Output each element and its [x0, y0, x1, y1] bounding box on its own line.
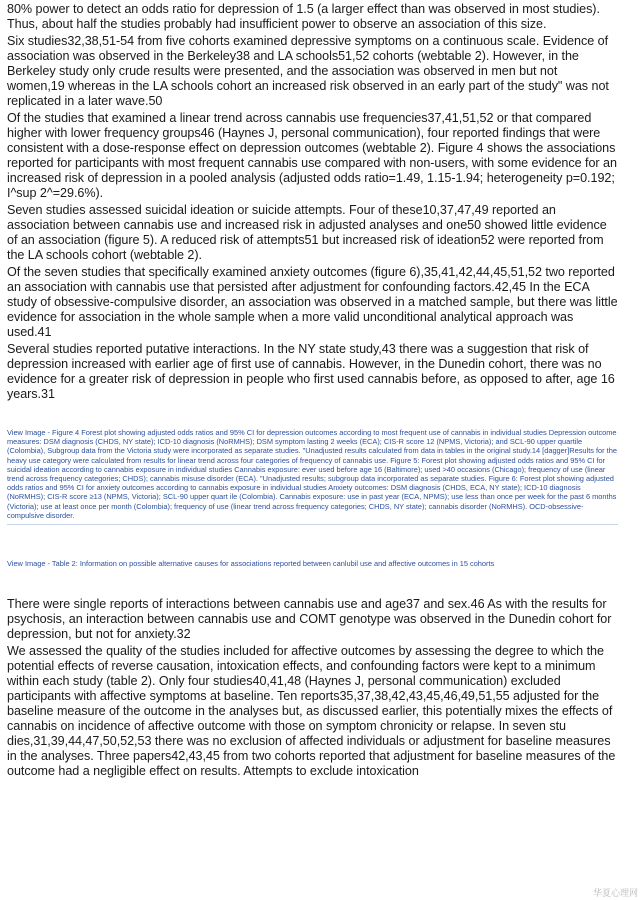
body-paragraph: There were single reports of interactions between cannabis use and age37 and sex.46 As with the results for psychosis, an interaction between cannabis use and COMT genotype was observed in the Dunedin cohort for depression, but not for anxiety.32 [7, 597, 612, 642]
spacer [7, 569, 618, 597]
figure-caption-link[interactable] [7, 428, 618, 520]
body-paragraph: Six studies32,38,51-54 from five cohorts examined depressive symptoms on a continuous scale. Evidence of association was observed in the Berkeley38 and LA schools51,52 cohorts (webtable 2). However, in the Berkeley study only crude results were presented, and the association was observed in men but not women,19 whereas in the LA schools cohort an increased risk observed in an early part of the study" was not replicated in a later wave.50 [7, 34, 609, 108]
body-paragraph: We assessed the quality of the studies included for affective outcomes by assessing the degree to which the potential effects of reverse causation, intoxication effects, and confounding factors were kept to a minimum within each study (table 2). Only four studies40,41,48 (Haynes J, personal communication) excluded participants with affective symptoms at baseline. Ten reports35,37,38,42,43,45,46,49,51,55 adjusted for the baseline measure of the outcome in the analyses but, as discussed earlier, this potentially mixes the effects of cannabis on incidence of affective outcome with those on symptom chronicity or relapse. In seven stu dies,31,39,44,47,50,52,53 there was no exclusion of affected individuals or adjustment for baseline measures in the analyses. Three papers42,43,45 from two cohorts reported that adjustment for baseline measures of the outcome had a negligible effect on results. Attempts to exclude intoxication [7, 644, 616, 779]
site-watermark: 华夏心理网 [592, 889, 638, 899]
spacer [7, 404, 618, 428]
body-paragraph: Of the studies that examined a linear trend across cannabis use frequencies37,41,51,52 or that compared higher with lower frequency groups46 (Haynes J, personal communication), four reported findings that were consistent with a dose-response effect on depression outcomes (webtable 2). Figure 4 shows the associations reported for participants with most frequent cannabis use compared with non-users, with some evidence for an increased risk of depression in a pooled analysis (adjusted odds ratio=1.49, 1.15-1.94; heterogeneity p=0.192; I^sup 2^=29.6%). [7, 111, 617, 200]
body-paragraph: Seven studies assessed suicidal ideation or suicide attempts. Four of these10,37,47,49 reported an association between cannabis use and increased risk in adjusted analyses and one50 showed little evidence of an association (figure 5). A reduced risk of attempts51 but increased risk of ideation52 were reported from the LA schools cohort (webtable 2). [7, 203, 607, 262]
body-paragraph: Of the seven studies that specifically examined anxiety outcomes (figure 6),35,41,42,44,45,51,52 two reported an association with cannabis use that persisted after adjustment for confounding factors.42,45 In the ECA study of obsessive-compulsive disorder, an association was observed in a matched sample, but there was little evidence for association in the whole sample when a more valid unconditional analytical approach was used.41 [7, 265, 618, 339]
figure-caption-text[interactable]: View Image - Figure 4 Forest plot showing adjusted odds ratios and 95% CI for depression outcomes according to most frequent use of cannabis in individual studies Depression outcome measures: DSM diagnosis (CHDS, NY state); ICD-10 diagnosis (NoRMHS); DSM symptom lasting 2 weeks (ECA); CIS-R score 12 (NPMS, Victoria); and SCL-90 upper quartile (Colombia), Subgroup data from the Victoria study were incorporated as separate studies. "Unadjusted results calculated from data in tables in the original study.14 [dagger]Results for the heavy use category were calculated from results for linear trend across four categories of frequency of cannabis use. Figure 5: Forest plot showing adjusted odds ratios and 95% CI for suicidal ideation according to cannabis exposure in individual studies Cannabis exposure: ever used before age 16 (Baltimore); used >40 occasions (Chicago); frequency of use (linear trend across frequency categories; CHDS); cannabis misuse disorder (ECA). "Unadjusted results; subgroup data incorporated as separate studies. Figure 6: Forest plot showing adjusted odds ratios and 95% CI for anxiety outcomes according to cannabis exposure in individual studies Anxiety outcomes: DSM diagnosis (CHDS, ECA, NY state); ICD-10 diagnosis (NoRMHS); CIS-R score ≥13 (NPMS, Victoria); SCL-90 upper quart ile (Colombia). Cannabis exposure: use in past year (ECA, NPMS); use less than once per week for the past 6 months (Victoria); use at least once per month (Colombia); frequency of use (linear trend across frequency categories; CHDS, NY state); cannabis disorder (NoRMHS). OCD-obsessive-compulsive disorder. [7, 428, 617, 520]
spacer [7, 525, 618, 559]
table-2-link[interactable]: View Image - Table 2: Information on possible alternative causes for associations reported between canlubil use and affective outcomes in 15 cohorts [7, 559, 495, 569]
body-paragraph: 80% power to detect an odds ratio for depression of 1.5 (a larger effect than was observed in most studies). Thus, about half the studies probably had insufficient power to observe an association of this size. [7, 2, 600, 31]
body-paragraph: Several studies reported putative interactions. In the NY state study,43 there was a suggestion that risk of depression increased with earlier age of first use of cannabis. However, in the Dunedin cohort, there was no evidence for a greater risk of depression in people who first used cannabis before, as opposed to after, age 16 years.31 [7, 342, 615, 401]
